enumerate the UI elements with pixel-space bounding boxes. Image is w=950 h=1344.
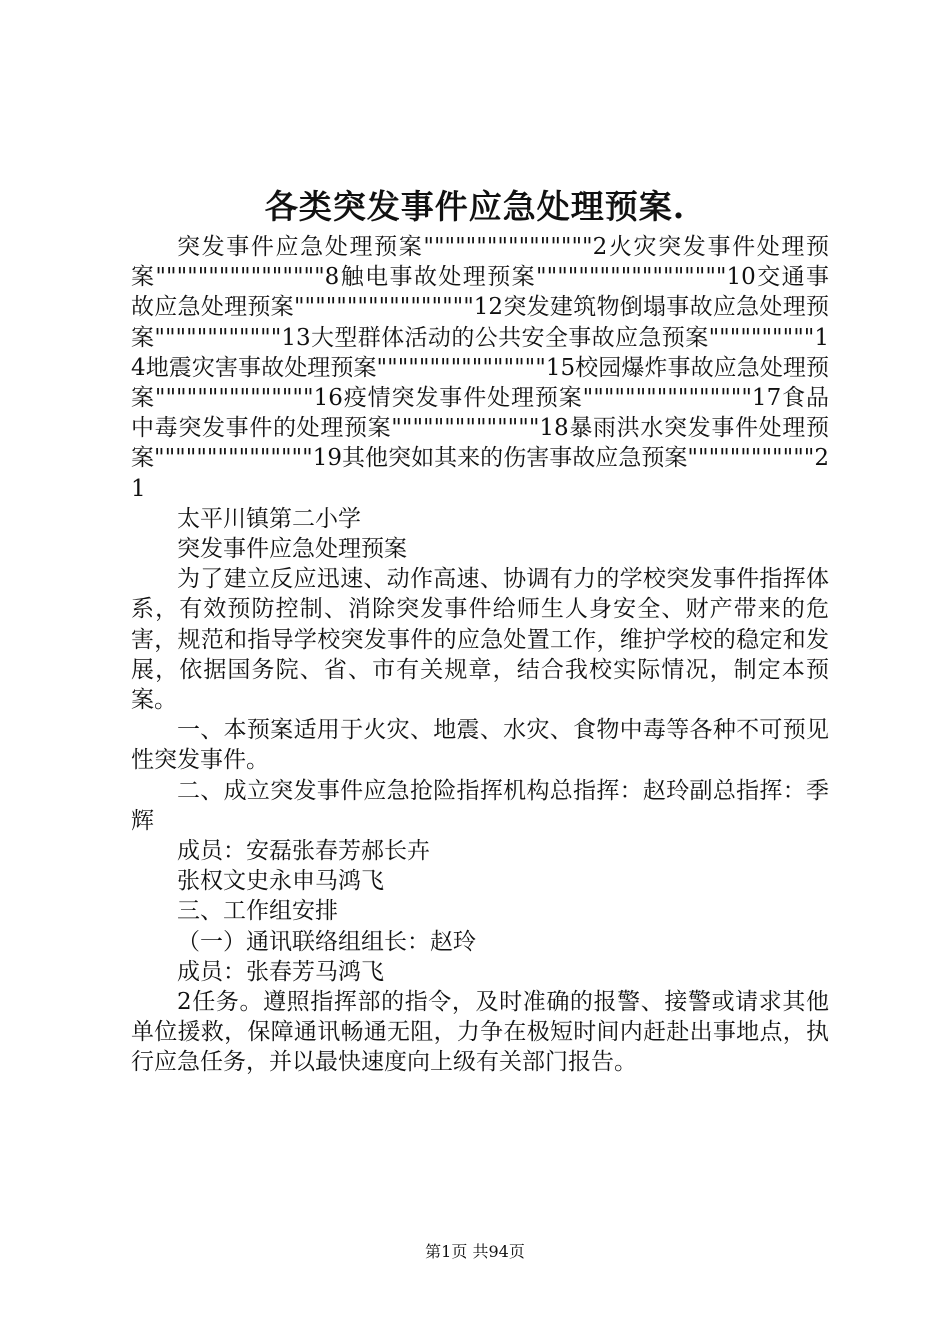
paragraph-school-name: 太平川镇第二小学 (177, 505, 361, 532)
paragraph-command-structure: 二、成立突发事件应急抢险指挥机构总指挥：赵玲副总指挥：季辉 (131, 777, 829, 834)
paragraph-comms-group: （一）通讯联络组组长：赵玲 (177, 928, 476, 955)
table-of-contents: 突发事件应急处理预案""""""""""""""""2火灾突发事件处理预案""""""""""""""""8触电事故处理预案""""""""""""""""""10交通事故应急处理预案"""""""""""""""""12突发建筑物倒塌事故应急处理预案""""""""""""13大型群体活动的公共安全事故应急预案""""""""""14地震灾害事故处理预案""""""""""""""""15校园爆炸事故应急处理预案"""""""""""""""16疫情突发事件处理预案""""""""""""""""17食品中毒突发事件的处理预案""""""""""""""18暴雨洪水突发事件处理预案"""""""""""""""19其他突如其来的伤害事故应急预案""""""""""""21 (131, 234, 829, 502)
paragraph-comms-members: 成员：张春芳马鸿飞 (177, 958, 384, 985)
paragraph-plan-heading: 突发事件应急处理预案 (177, 536, 407, 563)
paragraph-purpose: 为了建立反应迅速、动作高速、协调有力的学校突发事件指挥体系，有效预防控制、消除突发事件给师生人身安全、财产带来的危害，规范和指导学校突发事件的应急处置工作，维护学校的稳定和发展，依据国务院、省、市有关规章，结合我校实际情况，制定本预案。 (131, 566, 829, 714)
paragraph-members-2: 张权文史永申马鸿飞 (177, 868, 384, 895)
paragraph-scope: 一、本预案适用于火灾、地震、水灾、食物中毒等各种不可预见性突发事件。 (131, 717, 829, 774)
page-footer (0, 1241, 950, 1263)
paragraph-section-three: 三、工作组安排 (177, 898, 338, 925)
paragraph-members-1: 成员：安磊张春芳郝长卉 (177, 838, 430, 865)
document-body (131, 232, 829, 1078)
paragraph-comms-tasks: 2任务。遵照指挥部的指令，及时准确的报警、接警或请求其他单位援救，保障通讯畅通无阻，力争在极短时间内赶赴出事地点，执行应急任务，并以最快速度向上级有关部门报告。 (131, 989, 829, 1076)
page-number: 第1页 (425, 1242, 468, 1261)
page-total: 共94页 (472, 1242, 525, 1261)
document-title: 各类突发事件应急处理预案. (264, 187, 686, 226)
